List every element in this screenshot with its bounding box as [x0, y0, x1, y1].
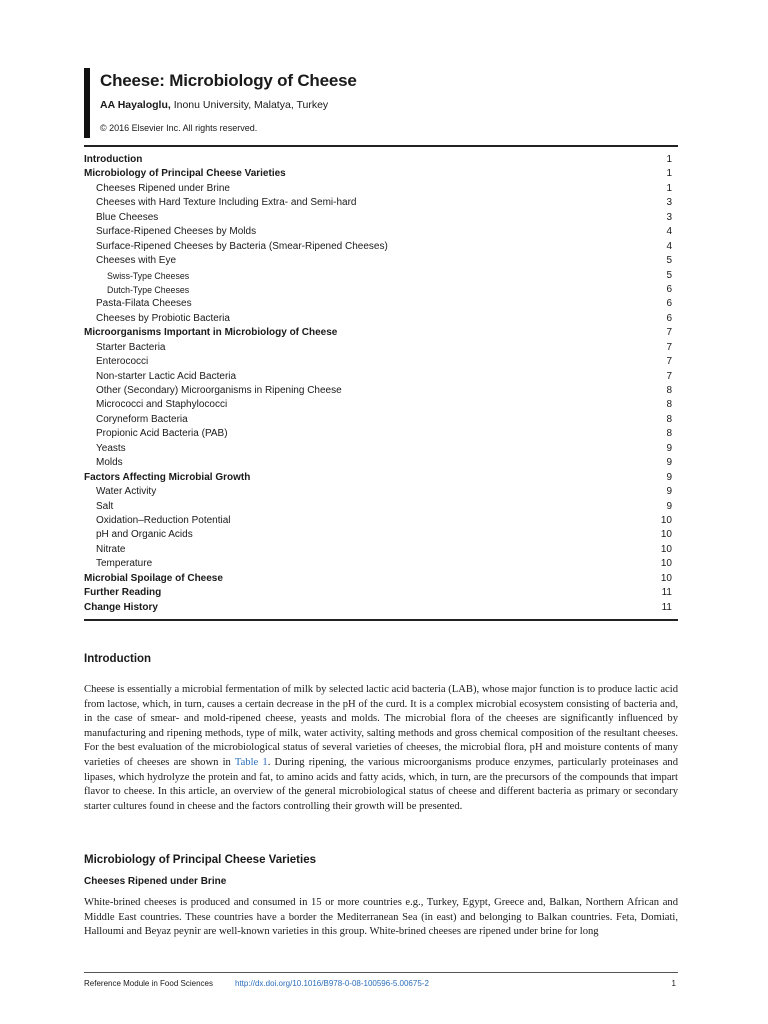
- toc-entry-page: 7: [666, 341, 672, 353]
- toc-entry-label: Cheeses with Eye: [96, 255, 177, 267]
- paragraph-text: Cheese is essentially a microbial fermentation of milk by selected lactic acid bacteria (LAB), whose major function is to produce lactic acid from lactose, which, in turn, causes a certain decrease in the pH of the curd. It is a complex microbial ecosystem consisting of bacteria and, in the case of smear- and mold-ripened cheese, yeasts and molds. The microbial flora of the cheeses are significantly influenced by manufacturing and ripening methods, type of milk, water activity, salting methods and gross chemical composition of the resultant cheeses. For the best evaluation of the microbiological status of several varieties of cheeses, the microbial flora, pH and moisture contents of many varieties of cheeses are shown in: [84, 684, 678, 768]
- toc-entry-label: Surface-Ripened Cheeses by Bacteria (Smear-Ripened Cheeses): [96, 240, 388, 252]
- toc-entry[interactable]: [84, 398, 678, 412]
- toc-entry-page: 10: [660, 572, 672, 584]
- toc-entry-page: 10: [660, 529, 672, 541]
- toc-entry[interactable]: [84, 326, 678, 340]
- copyright-notice: © 2016 Elsevier Inc. All rights reserved.: [100, 123, 258, 133]
- toc-entry-label: Water Activity: [96, 486, 157, 498]
- toc-entry[interactable]: [84, 384, 678, 398]
- toc-entry-page: 8: [666, 399, 672, 411]
- toc-entry[interactable]: [84, 514, 678, 528]
- toc-entry-label: Coryneform Bacteria: [96, 413, 188, 425]
- toc-entry-label: Factors Affecting Microbial Growth: [84, 471, 251, 483]
- toc-entry-label: Nitrate: [96, 543, 126, 555]
- toc-entry-page: 9: [666, 457, 672, 469]
- toc-entry-label: Microbial Spoilage of Cheese: [84, 572, 223, 584]
- toc-entry[interactable]: [84, 225, 678, 239]
- toc-entry-label: Enterococci: [96, 356, 149, 368]
- paragraph-text-cont: . During ripening, the various microorganisms produce enzymes, particularly proteinases and lipases, which hydrolyze the protein and fat, to amino acids and fatty acids, which, in turn, are the precursors of the compounds that impart flavor to cheese. In this article, an overview of the general microbiological status of cheese and different bacteria as primary or secondary starter cultures found in cheese and the factors controlling their growth will be presented.: [84, 756, 679, 812]
- toc-entry[interactable]: [84, 586, 678, 600]
- toc-entry-page: 1: [666, 154, 672, 165]
- toc-entry-label: Oxidation–Reduction Potential: [96, 514, 231, 526]
- toc-entry-page: 11: [661, 601, 672, 613]
- article-title: Cheese: Microbiology of Cheese: [100, 71, 357, 90]
- toc-entry-label: Starter Bacteria: [96, 341, 166, 353]
- toc-entry[interactable]: [84, 283, 678, 297]
- table-of-contents: [84, 145, 678, 621]
- toc-entry[interactable]: [84, 196, 678, 210]
- toc-entry[interactable]: [84, 370, 678, 384]
- doi-link[interactable]: http://dx.doi.org/10.1016/B978-0-08-100596-5.00675-2: [234, 979, 429, 988]
- toc-entry[interactable]: [84, 182, 678, 196]
- toc-entry[interactable]: [84, 413, 678, 427]
- toc-entry-label: Non-starter Lactic Acid Bacteria: [96, 370, 237, 382]
- toc-entry-label: Microbiology of Principal Cheese Varieties: [84, 168, 286, 180]
- toc-entry[interactable]: [84, 269, 678, 283]
- toc-entry-label: Dutch-Type Cheeses: [107, 284, 190, 295]
- toc-entry-page: 8: [666, 413, 672, 425]
- toc-entry-page: 6: [666, 283, 672, 295]
- toc-entry[interactable]: [84, 427, 678, 441]
- toc-entry-label: Cheeses Ripened under Brine: [96, 182, 230, 194]
- toc-entry[interactable]: [84, 543, 678, 557]
- toc-entry-label: Propionic Acid Bacteria (PAB): [96, 428, 228, 440]
- toc-entry[interactable]: [84, 500, 678, 514]
- section-heading-introduction: Introduction: [84, 653, 152, 665]
- toc-entry[interactable]: [84, 572, 678, 586]
- toc-entry[interactable]: [84, 456, 678, 470]
- toc-entry[interactable]: [84, 485, 678, 499]
- brine-body: [84, 896, 678, 942]
- author-name: AA Hayaloglu,: [100, 99, 171, 111]
- toc-entry-label: Micrococci and Staphylococci: [96, 399, 228, 411]
- toc-entry-page: 10: [660, 558, 672, 570]
- author-line: [100, 97, 684, 113]
- toc-entry[interactable]: [84, 211, 678, 225]
- toc-entry[interactable]: [84, 240, 678, 254]
- toc-entry-page: 9: [666, 442, 672, 454]
- section-heading-microbiology: Microbiology of Principal Cheese Varieties: [84, 854, 316, 866]
- toc-entry-label: Molds: [96, 457, 123, 469]
- toc-entry-label: Swiss-Type Cheeses: [107, 270, 190, 281]
- toc-entry[interactable]: [84, 153, 678, 167]
- toc-entry-page: 10: [660, 543, 672, 555]
- toc-entry[interactable]: [84, 471, 678, 485]
- table-1-link[interactable]: Table 1: [234, 756, 268, 768]
- toc-entry-label: Temperature: [96, 558, 153, 570]
- toc-entry[interactable]: [84, 601, 678, 615]
- toc-entry-page: 5: [666, 255, 672, 267]
- subsection-heading-brine: Cheeses Ripened under Brine: [84, 876, 227, 887]
- toc-entry-label: Further Reading: [84, 587, 162, 599]
- toc-entry-page: 9: [666, 500, 672, 512]
- toc-entry-label: Cheeses by Probiotic Bacteria: [96, 312, 230, 324]
- toc-entry-page: 5: [666, 269, 672, 281]
- toc-entry-page: 8: [666, 385, 672, 396]
- toc-entry[interactable]: [84, 297, 678, 311]
- toc-entry-page: 3: [666, 197, 672, 209]
- toc-entry-page: 1: [666, 182, 672, 194]
- toc-entry-page: 9: [666, 471, 672, 483]
- author-affiliation: Inonu University, Malatya, Turkey: [170, 99, 329, 111]
- introduction-paragraph: [84, 683, 678, 814]
- toc-entry-page: 3: [666, 211, 672, 223]
- footer-source: Reference Module in Food Sciences: [84, 979, 213, 988]
- toc-entry[interactable]: [84, 442, 678, 456]
- toc-entry-page: 7: [666, 327, 672, 339]
- page-footer: [84, 972, 678, 988]
- toc-entry-page: 4: [666, 240, 672, 252]
- toc-entry-label: Change History: [84, 601, 158, 613]
- toc-entry-label: Surface-Ripened Cheeses by Molds: [96, 226, 257, 238]
- toc-entry[interactable]: [84, 355, 678, 369]
- toc-entry-label: Blue Cheeses: [96, 211, 159, 223]
- toc-entry[interactable]: [84, 341, 678, 355]
- toc-entry-page: 9: [666, 486, 672, 498]
- toc-entry-page: 7: [666, 356, 672, 368]
- toc-entry[interactable]: [84, 312, 678, 326]
- toc-entry-page: 4: [666, 226, 672, 238]
- toc-entry-page: 1: [666, 168, 672, 180]
- toc-entry-label: Introduction: [84, 154, 143, 165]
- toc-entry-page: 11: [661, 587, 672, 599]
- toc-entry-label: Salt: [96, 500, 114, 512]
- toc-entry-page: 6: [666, 312, 672, 324]
- toc-entry-label: Other (Secondary) Microorganisms in Ripening Cheese: [96, 385, 342, 396]
- toc-entry-label: Microorganisms Important in Microbiology of Cheese: [84, 327, 338, 339]
- page-number: 1: [671, 979, 676, 988]
- toc-entry-label: pH and Organic Acids: [96, 529, 193, 541]
- toc-entry-page: 7: [666, 370, 672, 382]
- article-header: [84, 68, 684, 138]
- toc-entry[interactable]: [84, 167, 678, 181]
- toc-entry-label: Cheeses with Hard Texture Including Extra- and Semi-hard: [96, 197, 357, 209]
- toc-entry-label: Pasta-Filata Cheeses: [96, 298, 192, 310]
- introduction-body: [84, 683, 678, 814]
- toc-entry[interactable]: [84, 557, 678, 571]
- toc-entry[interactable]: [84, 254, 678, 268]
- brine-paragraph: White-brined cheeses is produced and consumed in 15 or more countries e.g., Turkey, Egypt, Greece and, Balkan, Northern African and Middle East countries. These countries have a border the Mediterranean Sea (in east) and belonging to Balkan countries. Feta, Domiati, Halloumi and Beyaz peynir are well-known varieties in this group. White-brined cheeses are ripened under brine for long: [84, 897, 678, 938]
- toc-entry-page: 10: [660, 514, 672, 526]
- toc-entry-page: 6: [666, 298, 672, 310]
- toc-entry-page: 8: [666, 428, 672, 440]
- toc-entry[interactable]: [84, 528, 678, 542]
- toc-entry-label: Yeasts: [96, 442, 126, 454]
